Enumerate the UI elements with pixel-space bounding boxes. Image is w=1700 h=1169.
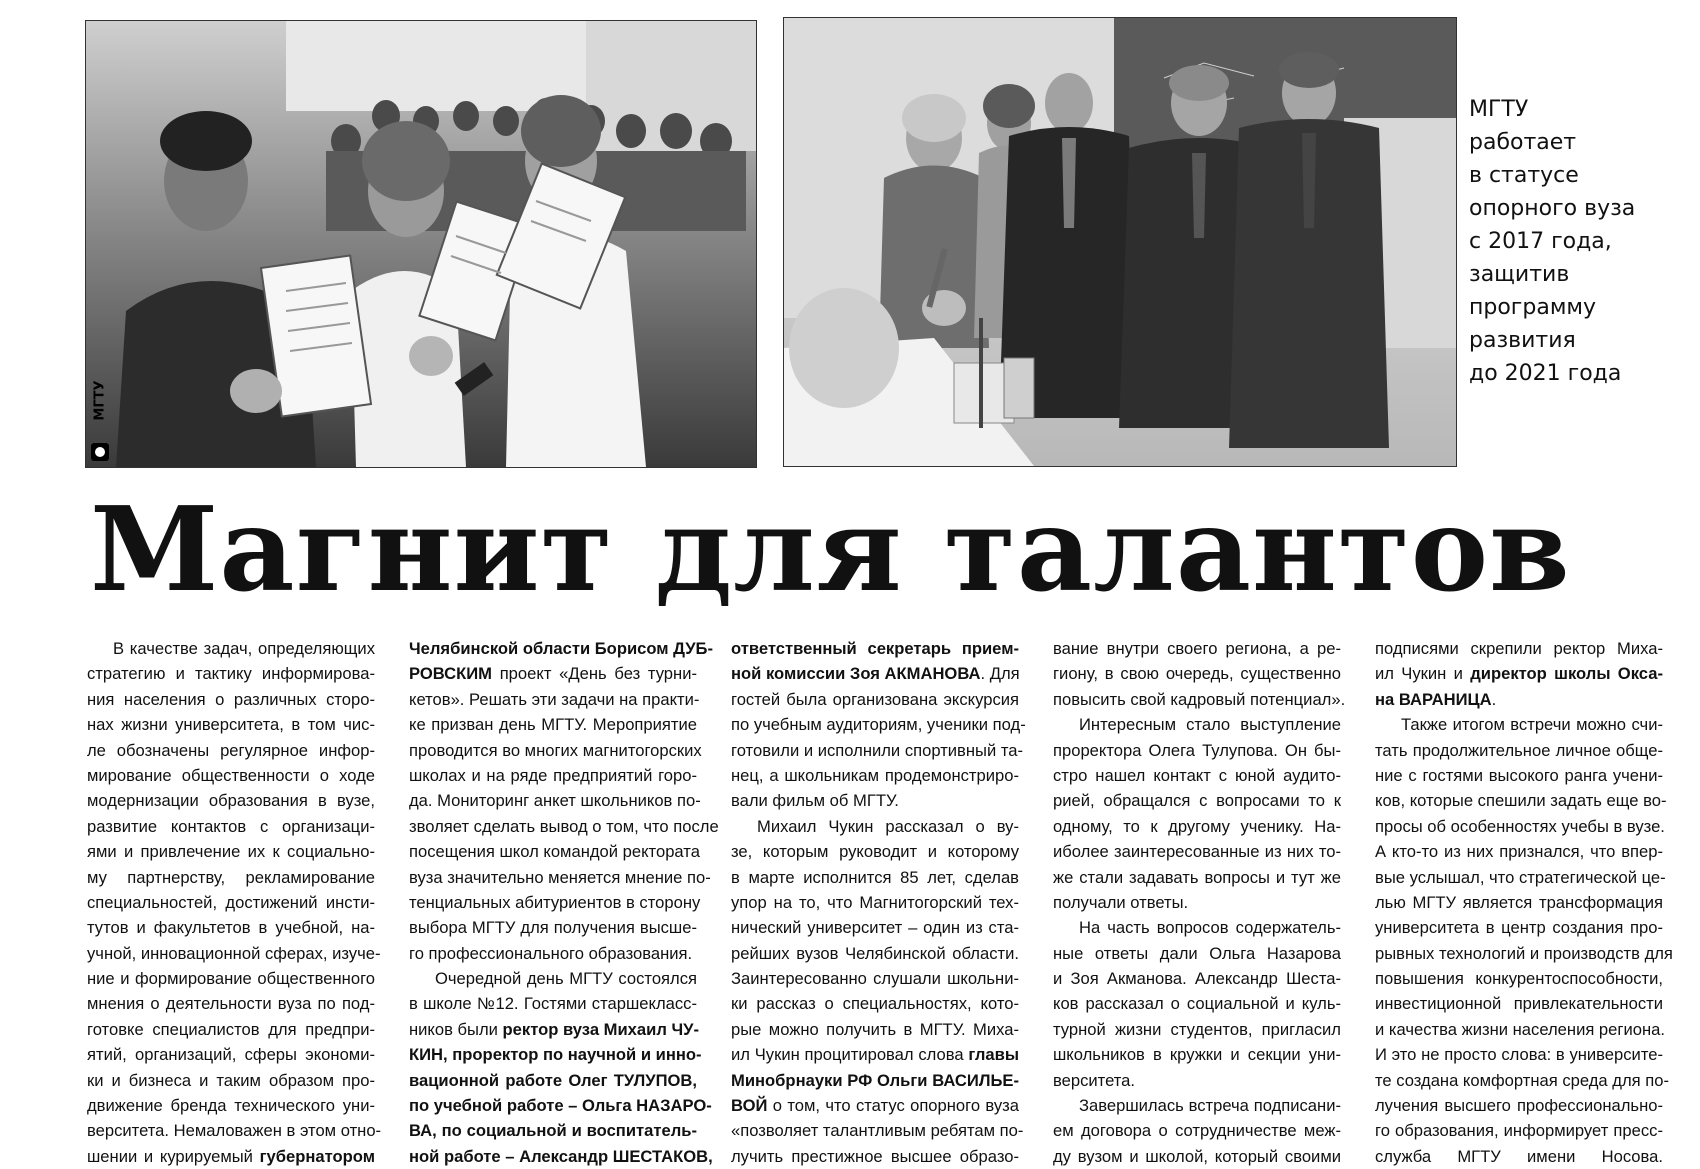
sidebar-caption-line: в статусе xyxy=(1469,163,1579,188)
article-text: служба МГТУ имени Носова. xyxy=(1375,1146,1663,1166)
article-bold-text: ВОЙ xyxy=(731,1096,768,1116)
article-line xyxy=(731,712,1026,737)
article-text: . xyxy=(1491,689,1497,709)
article-text: лучить престижное высшее образо- xyxy=(731,1146,1019,1166)
article-line xyxy=(409,839,700,864)
article-line xyxy=(731,1118,1024,1143)
article-text: ния населения о различных сторо- xyxy=(87,689,375,709)
article-text: Очередной день МГТУ состоялся xyxy=(435,969,697,989)
sidebar-caption-line: работает xyxy=(1469,130,1577,155)
article-line xyxy=(87,763,375,788)
article-line xyxy=(87,1118,382,1143)
sidebar-caption-line: программу xyxy=(1469,295,1597,320)
photo-students xyxy=(85,20,757,468)
article-text: рые можно получить в МГТУ. Миха- xyxy=(731,1019,1019,1039)
article-line xyxy=(87,636,375,661)
article-line xyxy=(1375,763,1663,788)
article-text: школах и на ряде предприятий горо- xyxy=(409,765,697,785)
article-line xyxy=(409,763,697,788)
article-text: ков, которые спешили задать еще во- xyxy=(1375,791,1667,811)
article-bold-text: РОВСКИМ xyxy=(409,664,492,684)
article-text: Михаил Чукин рассказал о ву- xyxy=(757,816,1019,836)
article-line xyxy=(409,738,702,763)
article-text: тутов и факультетов в учебной, на- xyxy=(87,918,375,938)
article-line xyxy=(1053,915,1341,940)
article-text: лью МГТУ является трансформация xyxy=(1375,892,1663,912)
article-text: развитие контактов с организаци- xyxy=(87,816,375,836)
article-line xyxy=(1375,1042,1663,1067)
article-line xyxy=(87,738,375,763)
article-text: тать продолжительное личное обще- xyxy=(1375,740,1663,760)
article-line xyxy=(409,890,701,915)
article-line xyxy=(409,1118,697,1143)
article-text: иболее заинтересованные из них то- xyxy=(1053,842,1341,862)
article-line xyxy=(409,712,697,737)
article-line xyxy=(409,661,697,686)
article-text: модернизации образования в вузе, xyxy=(87,791,375,811)
article-bold-text: вационной работе Олег ТУЛУПОВ, xyxy=(409,1070,697,1090)
article-line xyxy=(1375,661,1663,686)
article-line xyxy=(1375,890,1663,915)
article-line xyxy=(1053,1068,1341,1093)
article-line xyxy=(1053,712,1341,737)
article-bold-text: Челябинской области Борисом ДУБ- xyxy=(409,639,713,658)
article-text: же стали задавать вопросы и тут же xyxy=(1053,867,1341,887)
article-text: стратегию и тактику информирова- xyxy=(87,664,375,684)
article-text: в марте исполнится 85 лет, сделав xyxy=(731,867,1019,887)
article-text: ние и формирование общественного xyxy=(87,969,375,989)
article-column-1 xyxy=(87,636,382,1166)
article-line xyxy=(1053,1144,1341,1169)
article-line xyxy=(1375,839,1663,864)
article-line xyxy=(409,1144,713,1169)
article-text: рейших вузов Челябинской области. xyxy=(731,943,1019,963)
article-text: ние с гостями высокого ранга учени- xyxy=(1375,765,1663,785)
article-line xyxy=(1053,865,1341,890)
article-line xyxy=(1375,1093,1663,1118)
article-text: нец, а школьникам продемонстриро- xyxy=(731,765,1019,785)
article-text: повысить свой кадровый потенциал». xyxy=(1053,689,1346,709)
article-bold-text: по учебной работе – Ольга НАЗАРО- xyxy=(409,1096,712,1116)
sidebar-caption-line: с 2017 года, xyxy=(1469,229,1612,254)
article-line xyxy=(409,1042,702,1067)
article-line xyxy=(1375,712,1663,737)
article-text: по учебным аудиториям, ученики под- xyxy=(731,715,1026,735)
article-text: специальностей, достижений инсти- xyxy=(87,892,375,912)
article-text: гиону, в свою очередь, существенно xyxy=(1053,664,1341,684)
article-text: посещения школ командой ректората xyxy=(409,842,700,862)
article-line xyxy=(1053,788,1341,813)
article-text: шении и курируемый xyxy=(87,1146,260,1166)
photo-credit-label: МГТУ xyxy=(92,380,108,421)
article-column-4 xyxy=(1053,636,1346,1166)
article-column-3 xyxy=(731,636,1026,1166)
article-line xyxy=(87,1144,375,1169)
article-line xyxy=(731,991,1019,1016)
article-line xyxy=(87,839,375,864)
article-text: стро нашел контакт с юной аудито- xyxy=(1053,765,1341,785)
article-line xyxy=(1375,636,1663,661)
photo-officials-image xyxy=(784,18,1456,466)
article-line xyxy=(87,1093,375,1118)
article-text: о том, что статус опорного вуза xyxy=(767,1096,1019,1116)
article-line xyxy=(87,915,375,940)
article-text: вание внутри своего региона, а ре- xyxy=(1053,639,1341,658)
article-text: Также итогом встречи можно счи- xyxy=(1401,715,1663,735)
photo-students-image xyxy=(86,21,756,467)
article-text: ков рассказал о социальной и куль- xyxy=(1053,994,1341,1014)
article-line xyxy=(87,941,381,966)
article-text: проект «День без турни- xyxy=(491,664,697,684)
article-line xyxy=(1375,1068,1669,1093)
headline: Магнит для талантов xyxy=(90,482,1571,618)
article-line xyxy=(1053,814,1341,839)
article-line xyxy=(87,966,375,991)
article-line xyxy=(1375,966,1663,991)
article-text: турной жизни студентов, пригласил xyxy=(1053,1019,1341,1039)
article-line xyxy=(87,788,375,813)
article-text: мирование общественности о ходе xyxy=(87,765,375,785)
article-text: инвестиционной привлекательности xyxy=(1375,994,1663,1014)
article-line xyxy=(1053,636,1341,661)
article-line xyxy=(1053,1093,1341,1118)
article-line xyxy=(87,865,375,890)
article-bold-text: Минобрнауки РФ Ольги ВАСИЛЬЕ- xyxy=(731,1070,1019,1090)
article-line xyxy=(87,1017,375,1042)
article-text: зе, которым руководит и которому xyxy=(731,842,1019,862)
article-text: . Для xyxy=(980,664,1020,684)
article-line xyxy=(1053,1042,1341,1067)
article-text: го профессионального образования. xyxy=(409,943,693,963)
article-text: те создана комфортная среда для по- xyxy=(1375,1070,1669,1090)
article-text: нах жизни университета, в том чис- xyxy=(87,715,375,735)
article-text: Интересным стало выступление xyxy=(1079,715,1341,735)
article-bold-text: на ВАРАНИЦА xyxy=(1375,689,1492,709)
article-text: учной, инновационной сферах, изуче- xyxy=(87,943,381,963)
article-text: упор на то, что Магнитогорский тех- xyxy=(731,892,1019,912)
article-line xyxy=(1375,865,1666,890)
article-line xyxy=(731,941,1019,966)
article-text: го образования, информирует пресс- xyxy=(1375,1121,1663,1141)
article-line xyxy=(731,687,1019,712)
article-bold-text: главы xyxy=(968,1045,1019,1065)
article-text: вали фильм об МГТУ. xyxy=(731,791,899,811)
article-line xyxy=(731,1068,1019,1093)
article-text: ятий, организаций, сферы экономи- xyxy=(87,1045,375,1065)
article-line xyxy=(1053,991,1341,1016)
article-bold-text: директор школы Окса- xyxy=(1470,664,1663,684)
article-line xyxy=(1375,1017,1663,1042)
article-line xyxy=(1053,763,1341,788)
sidebar-caption-line: развития xyxy=(1469,328,1576,353)
article-line xyxy=(1375,1118,1663,1143)
article-text: верситета. xyxy=(1053,1070,1135,1090)
article-line xyxy=(731,890,1019,915)
article-line xyxy=(1375,1144,1663,1169)
article-text: просы об особенностях учебы в вузе. xyxy=(1375,816,1665,836)
article-line xyxy=(409,1017,697,1042)
article-line xyxy=(731,1042,1019,1067)
article-text: получали ответы. xyxy=(1053,892,1189,912)
article-text: рией, обращался с вопросами то к xyxy=(1053,791,1341,811)
article-text: На часть вопросов содержатель- xyxy=(1079,918,1341,938)
article-line xyxy=(1375,687,1663,712)
article-text: ки и бизнеса и таким образом про- xyxy=(87,1070,375,1090)
article-text: ные ответы дали Ольга Назарова xyxy=(1053,943,1341,963)
article-line xyxy=(1053,966,1341,991)
article-text: школьников в кружки и секции уни- xyxy=(1053,1045,1341,1065)
article-line xyxy=(409,687,700,712)
article-line xyxy=(731,1144,1019,1169)
article-text: ле обозначены регулярное инфор- xyxy=(87,740,375,760)
article-bold-text: ной комиссии Зоя АКМАНОВА xyxy=(731,664,981,684)
article-line xyxy=(1375,814,1663,839)
article-line xyxy=(1053,1118,1341,1143)
photo-credit xyxy=(87,345,113,463)
article-text: проректора Олега Тулупова. Он бы- xyxy=(1053,740,1341,760)
sidebar-caption xyxy=(1469,93,1697,390)
article-text: повышения конкурентоспособности, xyxy=(1375,969,1663,989)
article-line xyxy=(731,865,1019,890)
article-line xyxy=(409,991,697,1016)
article-text: готовили и исполнили спортивный та- xyxy=(731,740,1024,760)
article-text: готовке специалистов для предпри- xyxy=(87,1019,375,1039)
article-line xyxy=(409,865,711,890)
article-line xyxy=(87,661,375,686)
sidebar-caption-line: опорного вуза xyxy=(1469,196,1636,221)
article-column-5 xyxy=(1375,636,1673,1166)
article-line xyxy=(731,1093,1019,1118)
article-line xyxy=(409,941,697,966)
article-line xyxy=(87,712,375,737)
article-text: ду вузом и школой, который своими xyxy=(1053,1146,1341,1166)
article-text: проводится во многих магнитогорских xyxy=(409,740,702,760)
article-text: тенциальных абитуриентов в сторону xyxy=(409,892,701,912)
article-line xyxy=(1375,788,1667,813)
article-line xyxy=(1053,839,1341,864)
sidebar-caption-line: МГТУ xyxy=(1469,97,1529,122)
photo-officials xyxy=(783,17,1457,467)
article-line xyxy=(409,788,701,813)
article-line xyxy=(731,788,1019,813)
article-text: подписями скрепили ректор Миха- xyxy=(1375,639,1663,658)
article-line xyxy=(1053,687,1346,712)
sidebar-caption-line: до 2021 года xyxy=(1469,361,1622,386)
article-text: лучения высшего профессионально- xyxy=(1375,1096,1663,1116)
article-bold-text: ной работе – Александр ШЕСТАКОВ, xyxy=(409,1146,713,1166)
article-text: В качестве задач, определяющих xyxy=(113,639,375,658)
article-text: и качества жизни населения региона. xyxy=(1375,1019,1665,1039)
article-line xyxy=(731,636,1019,661)
article-text: Заинтересованно слушали школьни- xyxy=(731,969,1019,989)
article-text: му партнерству, рекламирование xyxy=(87,867,375,887)
article-text: ил Чукин процитировал слова xyxy=(731,1045,969,1065)
article-text: ке призван день МГТУ. Мероприятие xyxy=(409,715,697,735)
article-line xyxy=(409,636,713,661)
article-text: ями и привлечение их к социально- xyxy=(87,842,375,862)
article-line xyxy=(87,1068,375,1093)
article-bold-text: КИН, проректор по научной и инно- xyxy=(409,1045,702,1065)
article-text: «позволяет талантливым ребятам по- xyxy=(731,1121,1024,1141)
article-text: Завершилась встреча подписани- xyxy=(1079,1096,1341,1116)
article-text: движение бренда технического уни- xyxy=(87,1096,375,1116)
article-text: выбора МГТУ для получения высше- xyxy=(409,918,697,938)
article-text: мнения о деятельности вуза по под- xyxy=(87,994,375,1014)
article-line xyxy=(731,763,1019,788)
article-text: рывных технологий и производств для xyxy=(1375,943,1673,963)
article-text: гостей была организована экскурсия xyxy=(731,689,1019,709)
article-line xyxy=(1375,991,1663,1016)
article-line xyxy=(1053,1017,1341,1042)
article-line xyxy=(409,966,697,991)
article-text: нический университет – один из ста- xyxy=(731,918,1019,938)
article-text: университета в центр создания про- xyxy=(1375,918,1663,938)
article-line xyxy=(87,890,375,915)
article-line xyxy=(731,814,1019,839)
article-line xyxy=(1375,738,1663,763)
article-line xyxy=(731,661,1019,686)
article-line xyxy=(87,814,375,839)
article-line xyxy=(1375,941,1673,966)
article-line xyxy=(1375,915,1663,940)
article-line xyxy=(731,1017,1019,1042)
article-line xyxy=(1053,941,1341,966)
article-text: вые услышал, что стратегической це- xyxy=(1375,867,1666,887)
article-line xyxy=(409,915,697,940)
article-bold-text: губернатором xyxy=(259,1146,375,1166)
article-text: ил Чукин и xyxy=(1375,664,1471,684)
article-line xyxy=(1053,890,1341,915)
article-line xyxy=(409,1068,697,1093)
article-line xyxy=(87,687,375,712)
article-text: И это не просто слова: в университе- xyxy=(1375,1045,1663,1065)
article-text: в школе №12. Гостями старшекласс- xyxy=(409,994,697,1014)
article-line xyxy=(409,814,719,839)
article-line xyxy=(731,966,1019,991)
camera-icon xyxy=(91,443,109,461)
article-line xyxy=(1053,661,1341,686)
article-text: верситета. Немаловажен в этом отно- xyxy=(87,1121,382,1141)
article-line xyxy=(409,1093,712,1118)
article-text: ников были xyxy=(409,1019,503,1039)
article-text: ки рассказ о специальностях, кото- xyxy=(731,994,1019,1014)
article-bold-text: ВА, по социальной и воспитатель- xyxy=(409,1121,697,1141)
sidebar-caption-line: защитив xyxy=(1469,262,1570,287)
article-text: А кто-то из них признался, что впер- xyxy=(1375,842,1663,862)
article-text: одному, то к другому ученику. На- xyxy=(1053,816,1341,836)
article-text: зволяет сделать вывод о том, что после xyxy=(409,816,719,836)
article-text: вуза значительно меняется мнение по- xyxy=(409,867,711,887)
article-bold-text: ректор вуза Михаил ЧУ- xyxy=(502,1019,699,1039)
article-text: ем договора о сотрудничестве меж- xyxy=(1053,1121,1341,1141)
article-line xyxy=(1053,738,1341,763)
article-line xyxy=(731,839,1019,864)
article-bold-text: ответственный секретарь прием- xyxy=(731,639,1019,658)
article-line xyxy=(87,1042,375,1067)
article-text: кетов». Решать эти задачи на практи- xyxy=(409,689,700,709)
article-text: и Зоя Акманова. Александр Шеста- xyxy=(1053,969,1341,989)
article-line xyxy=(731,915,1019,940)
article-text: да. Мониторинг анкет школьников по- xyxy=(409,791,701,811)
article-line xyxy=(87,991,375,1016)
article-line xyxy=(731,738,1024,763)
article-column-2 xyxy=(409,636,719,1166)
